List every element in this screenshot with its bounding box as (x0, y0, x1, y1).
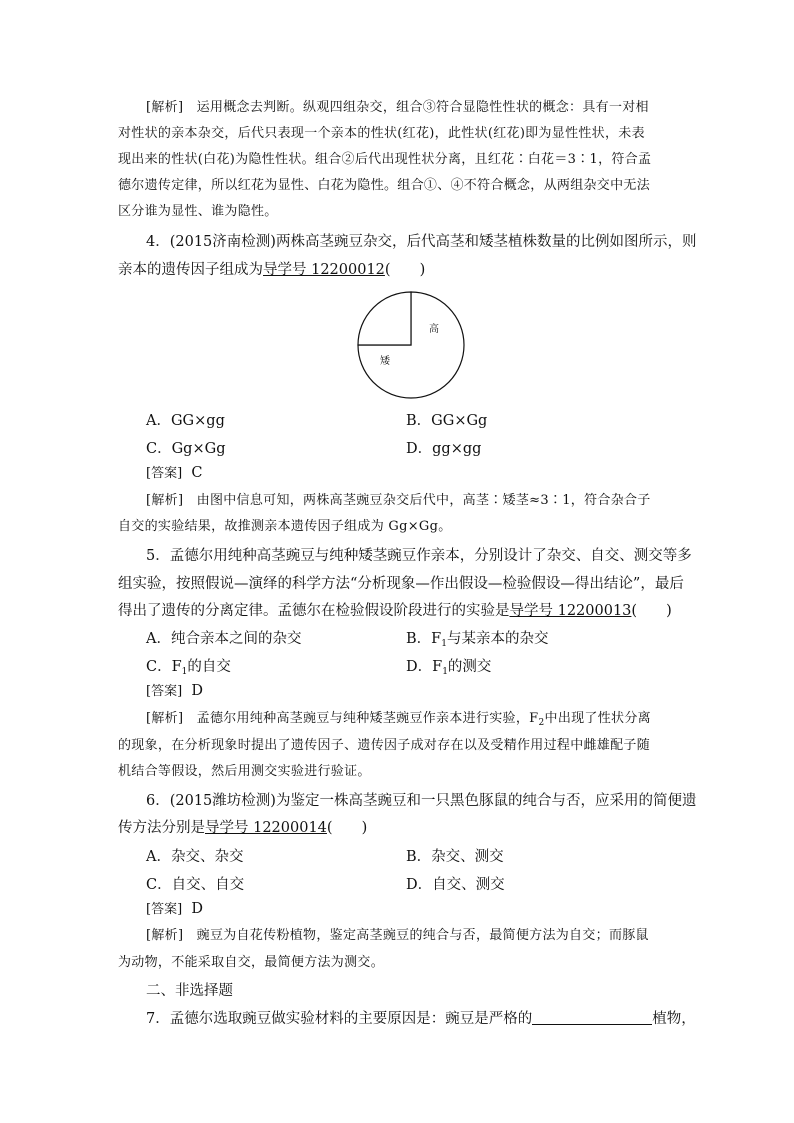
analysis-tag: [解析] (146, 493, 184, 508)
question-code-link[interactable]: 导学号 12200013 (509, 603, 632, 619)
ratio-pie-chart (356, 290, 466, 400)
q4-analysis-line-1: [解析] 由图中信息可知，两株高茎豌豆杂交后代中，高茎∶矮茎≈3∶1，符合杂合子 (146, 493, 651, 508)
pie-label-tall: 高 (429, 324, 439, 335)
q5-answer (146, 681, 706, 702)
answer-tag: [答案] (146, 902, 183, 917)
question-5-line-3: 得出了遗传的分离定律。孟德尔在检验假设阶段进行的实验是导学号 12200013( ) (118, 603, 672, 619)
q6-analysis-line-1: [解析] 豌豆为自花传粉植物，鉴定高茎豌豆的纯合与否，最简便方法为自交；而豚鼠 (146, 928, 649, 943)
question-4-line-2: 亲本的遗传因子组成为导学号 12200012( ) (118, 262, 426, 278)
q6-analysis-line-2: 为动物，不能采取自交，最简便方法为测交。 (118, 955, 385, 970)
q4-option-b: B．GG×Gg (406, 413, 488, 429)
answer-blank[interactable] (532, 1010, 652, 1025)
question-5-line-2: 组实验，按照假说—演绎的科学方法“分析现象—作出假设—检验假设—得出结论”，最后 (118, 576, 684, 592)
analysis-3-line-3: 现出来的性状(白花)为隐性性状。组合②后代出现性状分离，且红花∶白花＝3∶1，符合孟 (118, 152, 652, 167)
question-5-line-1: 5．孟德尔用纯种高茎豌豆与纯种矮茎豌豆作亲本，分别设计了杂交、自交、测交等多 (146, 548, 692, 564)
q6-option-c: C．自交、自交 (146, 877, 245, 893)
question-4-line-1: 4．(2015济南检测)两株高茎豌豆杂交，后代高茎和矮茎植株数量的比例如图所示，则 (146, 234, 697, 250)
q5-analysis-line-3: 机结合等假设，然后用测交实验进行验证。 (118, 764, 371, 779)
pie-slices (358, 292, 464, 398)
q4-option-c: C．Gg×Gg (146, 441, 226, 457)
pie-label-short: 矮 (380, 356, 390, 367)
answer-tag: [答案] (146, 466, 183, 481)
analysis-3-line-2: 对性状的亲本杂交，后代只表现一个亲本的性状(红花)，此性状(红花)即为显性性状，未表 (118, 126, 645, 141)
q5-option-c: C．$F_1$的自交 (146, 659, 231, 677)
q4-option-d: D．gg×gg (406, 441, 482, 457)
answer-value: D (191, 683, 204, 699)
analysis-3-line-4: 德尔遗传定律，所以红花为显性、白花为隐性。组合①、④不符合概念，从两组杂交中无法 (118, 178, 651, 193)
q4-option-a: A．GG×gg (146, 413, 225, 429)
analysis-tag: [解析] (146, 928, 184, 943)
q6-option-d: D．自交、测交 (406, 877, 505, 893)
q4-analysis-line-2: 自交的实验结果，故推测亲本遗传因子组成为 Gg×Gg。 (118, 519, 452, 534)
question-6-line-1: 6．(2015潍坊检测)为鉴定一株高茎豌豆和一只黑色豚鼠的纯合与否，应采用的简便遗 (146, 793, 697, 809)
analysis-3-line-1: [解析] 运用概念去判断。纵观四组杂交，组合③符合显隐性性状的概念：具有一对相 (146, 100, 649, 115)
pie-slice-short (358, 292, 411, 345)
question-code-link[interactable]: 导学号 12200012 (263, 262, 385, 278)
q6-option-a: A．杂交、杂交 (146, 849, 244, 865)
q6-option-b: B．杂交、测交 (406, 849, 504, 865)
q5-option-b: B．$F_1$与某亲本的杂交 (406, 631, 549, 649)
question-code-link[interactable]: 导学号 12200014 (205, 820, 327, 836)
answer-value: D (191, 901, 204, 917)
analysis-tag: [解析] (146, 100, 184, 115)
question-7-line-1: 7．孟德尔选取豌豆做实验材料的主要原因是：豌豆是严格的 植物， (146, 1011, 696, 1027)
q5-option-d: D．$F_1$的测交 (406, 659, 492, 677)
q4-answer (146, 463, 706, 484)
answer-tag: [答案] (146, 684, 183, 699)
q5-option-a: A．纯合亲本之间的杂交 (146, 631, 302, 647)
question-6-line-2: 传方法分别是导学号 12200014( ) (118, 820, 368, 836)
answer-value: C (191, 465, 203, 481)
analysis-tag: [解析] (146, 711, 184, 726)
q6-answer (146, 899, 706, 920)
section-heading: 二、非选择题 (146, 983, 233, 999)
q5-analysis-line-2: 的现象，在分析现象时提出了遗传因子、遗传因子成对存在以及受精作用过程中雌雄配子随 (118, 738, 651, 753)
q5-analysis-line-1: [解析] 孟德尔用纯种高茎豌豆与纯种矮茎豌豆作亲本进行实验，$F_2$中出现了性状分离 (146, 711, 651, 728)
analysis-3-line-5: 区分谁为显性、谁为隐性。 (118, 204, 278, 219)
